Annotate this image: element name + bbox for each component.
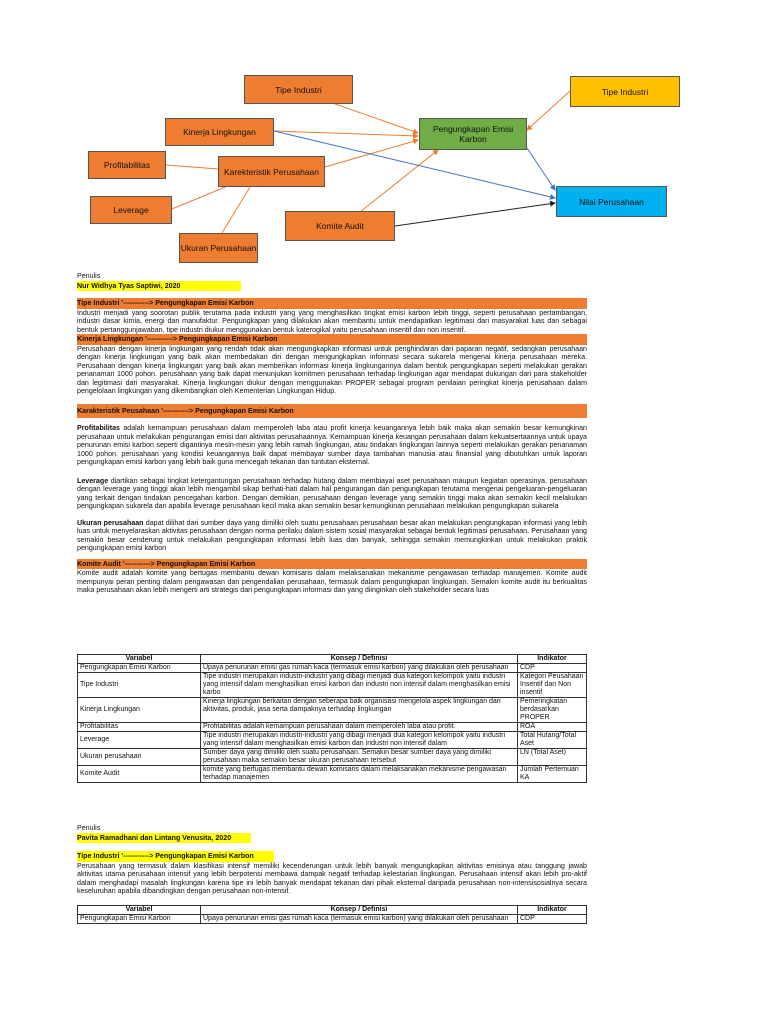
section-1 xyxy=(77,272,587,595)
header-konsep: Konsep / Definisi xyxy=(201,655,518,664)
paragraph-tipe-industri-2: Perusahaan yang termasuk dalam klasifikasi intensif memiliki kecenderungan untuk lebih banyak mengungkapkan aktivitas emisinya atau tanggung jawab aktivitas utama perusahaan intensif yang lebih berpotensi membawa dampak negatif terhadap kelestarian lingkungan. Perusahaan intensif akan lebih pro-aktif dalam menghadapi masalah lingkungan karena tipe ini lebih banyak mendapat tekanan dari pihak eksternal daripada perusahaan non-intensisosialnya secara keseluruhan apabila dibandingkan dengan perusahaan non-intensif. xyxy=(77,861,587,895)
cell-konsep: komite yang bertugas membantu dewan komisaris dalam melaksanakan mekanisme pengawasan terhadap manajemen xyxy=(201,766,518,783)
cell-indikator: CDP xyxy=(518,915,587,924)
node-pengungkapan-emisi: Pengungkapan Emisi Karbon xyxy=(419,118,527,150)
table-row xyxy=(78,732,587,749)
cell-indikator: CDP xyxy=(518,664,587,673)
paragraph-profitabilitas: Profitabilitas adalah kemampuan perusahaan dalam memperoleh laba atau profit kinerja keuangannya lebih baik maka akan semakin besar kemungkinan perusahaan untuk melakukan pengurangan emisi dari aktivitas perusahaannya. Kemampuan kinerja keuangan perusahaan dalam kekuatsertaannya untuk upaya penurunan emisi karbon seperti digantinya mesin-mesin yang lebih ramah lingkungan, atau tindakan lingkungan lainnya seperti melakukan gerakan penanaman 1000 pohon. perusahaan yang kondisi keuangannya baik dapat membayar sumber daya tambahan manusia atau finansial yang dibutuhkan untuk laporan pengungkapan emisi karbon yang lebih baik guna mencegah tekanan dan tuntutan eksternal. xyxy=(77,424,587,466)
cell-variabel: Leverage xyxy=(78,732,201,749)
header-indikator: Indikator xyxy=(518,906,587,915)
node-tipe-industri-2: Tipe Industri xyxy=(570,76,680,107)
cell-variabel: Pengungkapan Emisi Karbon xyxy=(78,915,201,924)
penulis-label: Penulis xyxy=(77,272,101,280)
heading-karakteristik: Karakteristik Peusahaan '-----------> Pengungkapan Emisi Karbon xyxy=(77,404,587,419)
node-kinerja-lingkungan: Kinerja Lingkungan xyxy=(165,118,274,146)
table-row xyxy=(78,749,587,766)
table-row xyxy=(78,915,587,924)
table-row xyxy=(78,766,587,783)
connector-ukuran xyxy=(222,187,250,233)
arrow-pengungkapan-to-nilai xyxy=(527,148,555,190)
cell-konsep: Tipe industri merupakan industri-industri yang dibagi menjadi dua kategori kelompok yaitu industri yang intensif dalam menghasilkan emisi karbon dan industri non intensif dalam menghasilkan emisi karbo xyxy=(201,673,518,698)
arrow-karakteristik-to-pengungkapan xyxy=(325,140,418,167)
section-2 xyxy=(77,824,587,896)
term-leverage: Leverage xyxy=(77,476,109,485)
header-variabel: Variabel xyxy=(78,906,201,915)
arrow-komite-to-pengungkapan xyxy=(360,150,438,212)
cell-konsep: Kinerja lingkungan berkaitan dengan seberapa baik organisasi mengelola aspek lingkungan dari aktivitas, produk, jasa serta dampaknya terhadap lingkungan xyxy=(201,698,518,723)
header-variabel: Variabel xyxy=(78,655,201,664)
cell-variabel: Profitabilitas xyxy=(78,723,201,732)
cell-variabel: Pengungkapan Emisi Karbon xyxy=(78,664,201,673)
table-row xyxy=(78,723,587,732)
arrow-kinerja-to-pengungkapan xyxy=(274,131,418,136)
penulis-name: Nur Widhya Tyas Saptiwi, 2020 xyxy=(77,281,241,292)
node-komite-audit: Komite Audit xyxy=(285,211,395,241)
penulis-name-2: Pavita Ramadhani dan Lintang Venusita, 2020 xyxy=(77,833,251,844)
node-leverage: Leverage xyxy=(90,196,172,224)
cell-variabel: Kinerja Lingkungan xyxy=(78,698,201,723)
paragraph-tipe-industri: Industri menjadi yang soorotan publik terutama pada industri yang yang menghasilkan tingkat emisi karbon lebih tinggi, seperti perusahaan pertambangan, industri dasar kimia, energi dan manufaktur. Pengungkapan yang dilakukan akan membantu untuk mendapatkan legitimasi dari masyarakat luas dan sebagai bentuk pertanggunjawaban, tipe industri diukur menggunakan bentuk katerogikal yaitu perusahaan insentif dan non insentif. xyxy=(77,308,587,334)
node-tipe-industri: Tipe Industri xyxy=(244,75,353,104)
node-ukuran-perusahaan: Ukuran Perusahaan xyxy=(179,233,258,263)
term-profitabilitas: Profitabilitas xyxy=(77,424,120,432)
cell-indikator: Pemeringkatan berdasarkan PROPER xyxy=(518,698,587,723)
cell-variabel: Komite Audit xyxy=(78,766,201,783)
arrow-komite-to-nilai xyxy=(395,203,555,226)
header-indikator: Indikator xyxy=(518,655,587,664)
cell-indikator: Total Hutang/Total Aset xyxy=(518,732,587,749)
cell-indikator: ROA xyxy=(518,723,587,732)
table-row xyxy=(78,698,587,723)
table-header-row xyxy=(78,906,587,915)
cell-konsep: Profitabilitas adalah kemampuan perusahaan dalam memperoleh laba atau profit. xyxy=(201,723,518,732)
node-profitabilitas: Profitabilitas xyxy=(88,151,166,179)
heading-tipe-industri: Tipe Industri '-----------> Pengungkapan Emisi Karbon xyxy=(77,298,587,309)
paragraph-leverage: Leverage diartikan sebagai tingkat ketergantungan perusahaan terhadap hutang dalam membiayai aset perusahaan maupun kegiatan operasinya. perusahaan dengan leverage yang tinggi akan lebih mengambil sikap berhati-hati dalam hal pengurangan dan pengungkapan terutama mengenai pengeluaran-pengeluaran yang terkait dengan tindakan pencegahan karbon. Dengan demikian, perusahaan dengan leverage yang semakin tinggi maka akan semakin kecil melakukan pengungkapan sukarela dan apabila leverage perusahaan kecil maka akan semakin besar kemungkinan perusahaan melakukan pengungkapan sukarela xyxy=(77,476,587,510)
table-2-wrap xyxy=(77,905,587,924)
cell-konsep: Sumber daya yang dimiliki oleh suatu perusahaan. Semakin besar sumber daya yang dimiliki perusahaan maka semakin besar ukuran perusahaan tersebut xyxy=(201,749,518,766)
cell-indikator: LN (Total Aset) xyxy=(518,749,587,766)
heading-komite-audit: Komite Audit '-----------> Pengungkapan Emisi Karbon xyxy=(77,559,587,570)
header-konsep: Konsep / Definisi xyxy=(201,906,518,915)
cell-indikator: Kategori Peusahaan Insentif dan Non insentif xyxy=(518,673,587,698)
cell-variabel: Tipe Industri xyxy=(78,673,201,698)
heading-tipe-industri-2: Tipe Industri '-----------> Pengungkapan Emisi Karbon xyxy=(77,851,274,862)
table-1-wrap xyxy=(77,654,587,783)
arrow-tipe2-to-pengungkapan xyxy=(527,91,570,130)
paragraph-kinerja-lingkungan: Perusahaan dengan kinerja lingkungan yang rendah tidak akan mengungkapkan informasi untuk penghindaran dari paparan negatif, sedangkan perusahaan dengan kinerja lingkungan yang baik akan membedakan diri dengan mengungkapkan informasi secara sukarela mengenai kinerja perusahaan mereka. Perusahaan dengan kinerja lingkungan yang baik akan memberikan informasi kinerja lingkungannya dalam bentuk pengungkapan seperti melakukan gerakan penanaman 1000 pohon. perusahaan yang baik dapat menunjukan komitmen perusahaan terhadap lingkungan agar mendapat dukungan dari para stakeholder dan legitimasi dari masyarakat. Kinerja lingkungan diukur dengan menggunakan PROPER sebagai program penilaian peringkat kinerja perusahaan dalam pengelolaan lingkungan yang dikembangkan oleh Kementerian Lingkungan Hidup. xyxy=(77,344,587,395)
variable-table xyxy=(77,654,587,783)
node-karakteristik: Karekteristik Perusahaan xyxy=(218,156,325,187)
table-row xyxy=(78,673,587,698)
cell-konsep: Upaya penurunan emisi gas rumah kaca (termasuk emisi karbon) yang dilakukan oleh perusahaan xyxy=(201,915,518,924)
connector-leverage xyxy=(172,185,230,209)
cell-konsep: Upaya penurunan emisi gas rumah kaca (termasuk emisi karbon) yang dilakukan oleh perusahaan xyxy=(201,664,518,673)
cell-indikator: Jumlah Pertemuan KA xyxy=(518,766,587,783)
table-header-row xyxy=(78,655,587,664)
node-nilai-perusahaan: Nilai Perusahaan xyxy=(556,186,667,217)
table-row xyxy=(78,664,587,673)
connector-profitabilitas xyxy=(166,165,218,169)
variable-table-2 xyxy=(77,905,587,924)
term-ukuran: Ukuran perusahaan xyxy=(77,518,144,527)
cell-konsep: Tipe industri merupakan industri-industri yang dibagi menjadi dua kategori kelompok yaitu industri yang intensif dalam menghasilkan emisi karbon dan industri non intensif dalam xyxy=(201,732,518,749)
paragraph-komite-audit: Komite audit adalah komite yang bertugas membantu dewan komisaris dalam melaksanakan mekanisme pengawasan terhadap manajemen. Komite audit mempunyai peran penting dalam pengawasan dan pengendalian perusahaan, termasuk dalam pengungkapan lingkungan. Semakin komite audit itu berkualitas maka perusahaan akan lebih mengerti arti strategis dari pengungkapan informasi dan yang diinginkan oleh stakeholder secara luas xyxy=(77,569,587,594)
paragraph-ukuran: Ukuran perusahaan dapat dilihat dari sumber daya yang dimiliki oleh suatu perusahaan perusahaan besar akan melakukan pengungkapan informasi yang lebih luas untuk menyelaraskan aktivitas perusahaan dengan norma perilaku dalam sistem sosial masyarakat sebagai bentuk legitimasi perusahaan. Perusahaan yang semakin besar cenderung untuk melakukan pengungkapan informasi lebih luas dan banyak, sehingga semakin memungkinkan untuk melakukan praktik pengungkapan emisi karbon xyxy=(77,518,587,552)
heading-kinerja-lingkungan: Kinerja Lingkungan '-----------> Pengungkapan Emisi Karbon xyxy=(77,334,587,345)
penulis-label-2: Penulis xyxy=(77,824,101,832)
cell-variabel: Ukuran perusahaan xyxy=(78,749,201,766)
